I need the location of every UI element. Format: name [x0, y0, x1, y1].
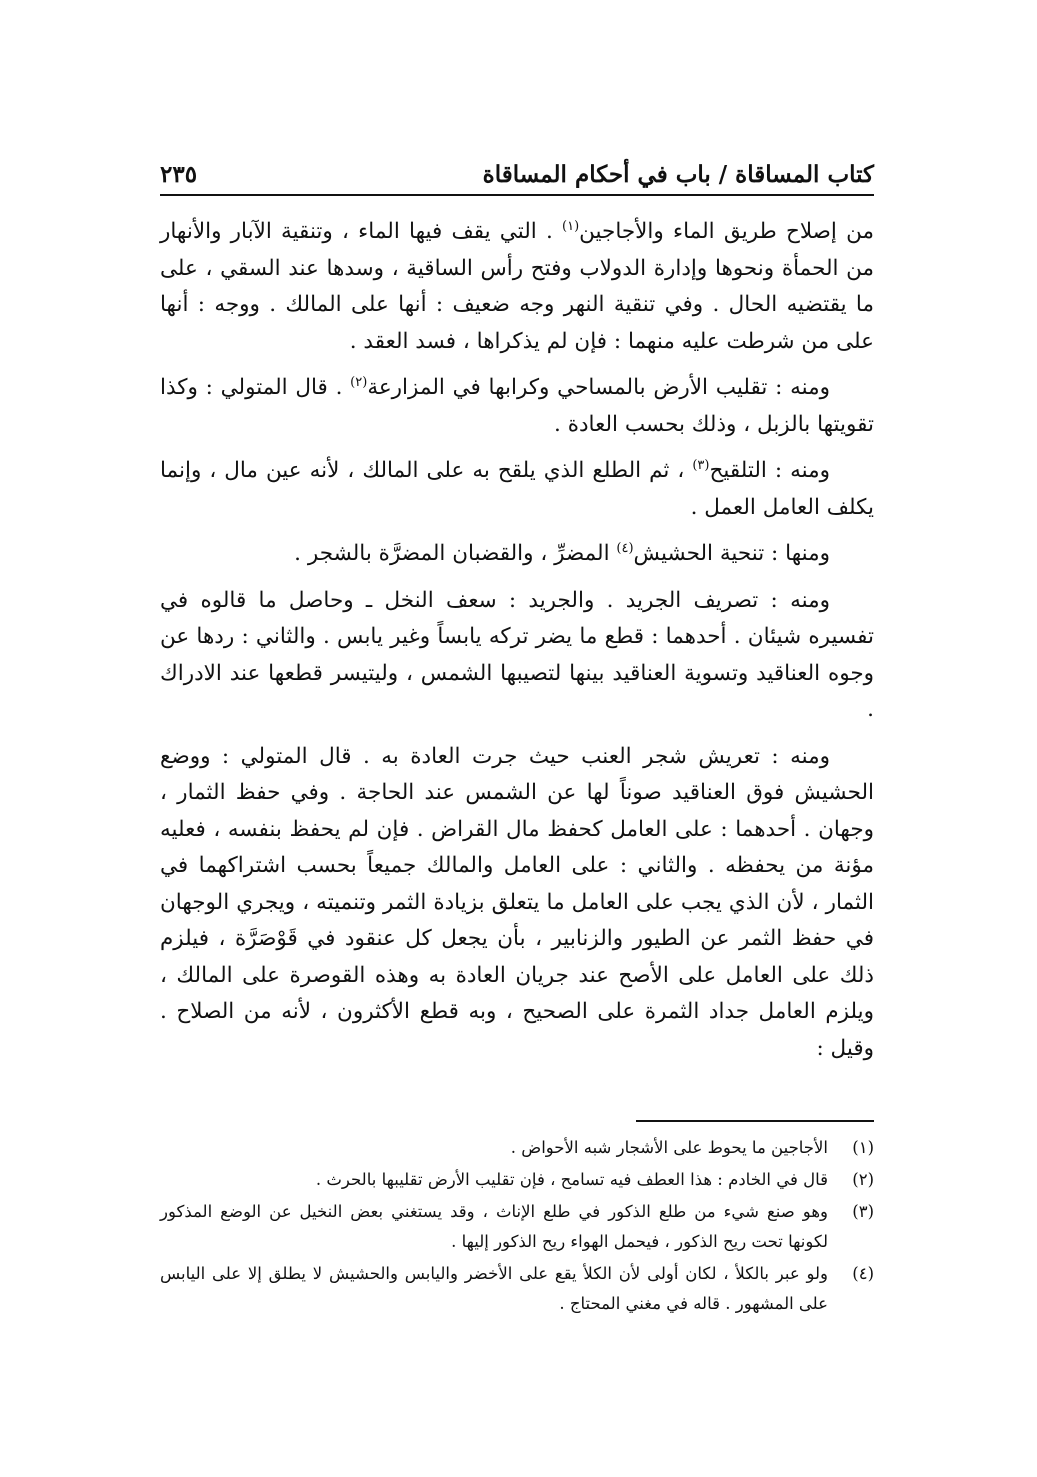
- footnote-number: (٢): [852, 1170, 874, 1189]
- paragraph-text: ومنه : التلقيح: [709, 458, 830, 483]
- page-number: ٢٣٥: [160, 161, 198, 188]
- paragraph-3: [160, 453, 874, 526]
- footnote-1: [160, 1133, 874, 1163]
- paragraph-text: . قال المتولي : وكذا تقويتها بالزبل ، وذلك بحسب العادة .: [160, 375, 874, 437]
- footnote-number: (١): [852, 1138, 874, 1157]
- main-text: [160, 214, 874, 1077]
- paragraph-6: [160, 739, 874, 1068]
- footnote-ref: (٣): [692, 457, 710, 473]
- paragraph-5: [160, 583, 874, 729]
- paragraph-text: المضرِّ ، والقضبان المضرَّة بالشجر .: [294, 541, 617, 566]
- footnote-number: (٤): [852, 1264, 874, 1283]
- paragraph-text: ومنه : تقليب الأرض بالمساحي وكرابها في المزارعة: [367, 375, 830, 400]
- paragraph-2: [160, 370, 874, 443]
- paragraph-text: من إصلاح طريق الماء والأجاجين: [579, 219, 874, 244]
- footnote-ref: (٢): [350, 374, 368, 390]
- running-header: [160, 150, 874, 188]
- footnote-separator: [636, 1120, 874, 1122]
- paragraph-text: ومنه : تصريف الجريد . والجريد : سعف النخل ـ وحاصل ما قالوه في تفسيره شيئان . أحدهما : قطع ما يضر تركه يابساً وغير يابس . والثاني : ردها عن وجوه العناقيد وتسوية العناقيد بينها لتصيبها الشمس ، وليتيسر قطعها عند الادراك .: [160, 587, 874, 722]
- footnotes: [160, 1133, 874, 1321]
- paragraph-4: [160, 536, 874, 573]
- footnote-text: الأجاجين ما يحوط على الأشجار شبه الأحواض .: [510, 1138, 828, 1157]
- paragraph-text: . التي يقف فيها الماء ، وتنقية الآبار والأنهار من الحمأة ونحوها وإدارة الدولاب وفتح رأس الساقية ، وسدها عند السقي ، على ما يقتضيه الحال . وفي تنقية النهر وجه ضعيف : أنها على المالك . ووجه : أنها على من شرطت عليه منهما : فإن لم يذكراها ، فسد العقد .: [160, 219, 874, 354]
- paragraph-text: ومنه : تعريش شجر العنب حيث جرت العادة به . قال المتولي : ووضع الحشيش فوق العناقيد صوناً لها عن الشمس عند الحاجة . وفي حفظ الثمار ، وجهان . أحدهما : على العامل كحفظ مال القراض . فإن لم يحفظ بنفسه ، فعليه مؤنة من يحفظه . والثاني : على العامل والمالك جميعاً بحسب اشتراكهما في الثمار ، لأن الذي يجب على العامل ما يتعلق بزيادة الثمر وتنميته ، ويجري الوجهان في حفظ الثمر عن الطيور والزنابير ، بأن يجعل كل عنقود في قَوْصَرَّة ، فيلزم ذلك على العامل على الأصح عند جريان العادة به وهذه القوصرة على المالك ، ويلزم العامل جداد الثمرة على الصحيح ، وبه قطع الأكثرون ، لأنه من الصلاح . وقيل :: [160, 743, 874, 1061]
- paragraph-1: [160, 214, 874, 360]
- footnote-number: (٣): [852, 1202, 874, 1221]
- header-title: كتاب المساقاة / باب في أحكام المساقاة: [482, 161, 874, 188]
- footnote-text: وهو صنع شيء من طلع الذكور في طلع الإناث ، وقد يستغني بعض النخيل عن الوضع المذكور لكونها تحت ريح الذكور ، فيحمل الهواء ريح الذكور إليها .: [160, 1202, 828, 1251]
- header-rule: [160, 194, 874, 196]
- footnote-text: ولو عبر بالكلأ ، لكان أولى لأن الكلأ يقع على الأخضر واليابس والحشيش لا يطلق إلا على اليابس على المشهور . قاله في مغني المحتاج .: [160, 1264, 828, 1313]
- footnote-2: [160, 1165, 874, 1195]
- footnote-ref: (١): [562, 218, 580, 234]
- paragraph-text: ومنها : تنحية الحشيش: [633, 541, 830, 566]
- footnote-ref: (٤): [616, 540, 634, 556]
- footnote-4: [160, 1259, 874, 1319]
- footnote-text: قال في الخادم : هذا العطف فيه تسامح ، فإن تقليب الأرض تقليبها بالحرث .: [315, 1170, 828, 1189]
- paragraph-text: ، ثم الطلع الذي يلقح به على المالك ، لأنه عين مال ، وإنما يكلف العامل العمل .: [160, 458, 874, 520]
- footnote-3: [160, 1197, 874, 1257]
